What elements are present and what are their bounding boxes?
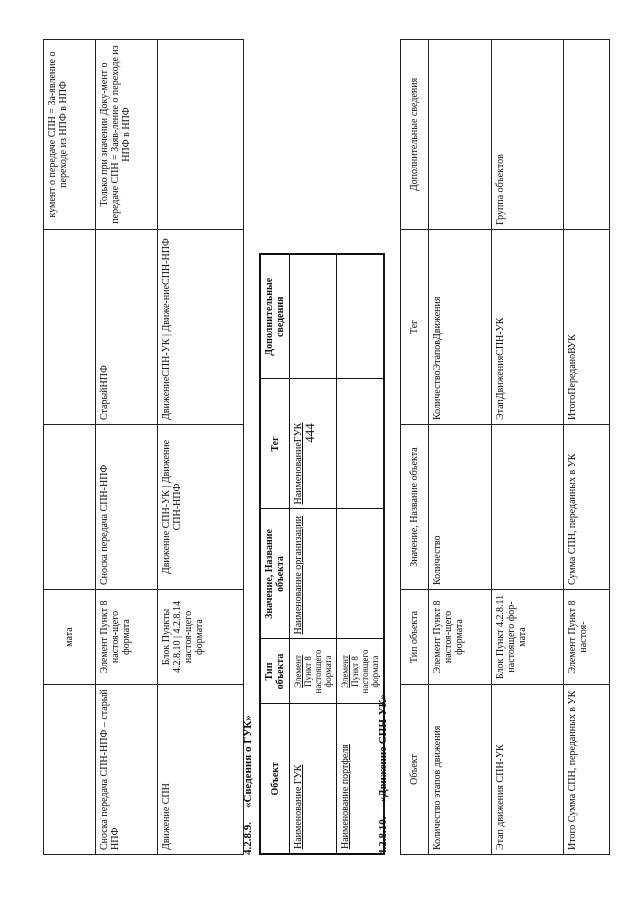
header-info: Дополнительные сведения [401, 40, 429, 230]
guk-table [259, 253, 385, 855]
cell-info [290, 254, 337, 379]
cell-value: Сноска передача СПН-НПФ [96, 425, 158, 590]
cell-info [158, 40, 244, 230]
cell-value: Сумма СПН, переданных в УК [564, 425, 610, 590]
cell-tag: ИтогоПереданоВУК [564, 230, 610, 425]
cell-tag: КоличествоЭтаповДвижения [429, 230, 492, 425]
cell-type [290, 639, 337, 704]
table-row [158, 40, 244, 855]
cell-value: Количество [429, 425, 492, 590]
cell-type: мата [44, 590, 96, 685]
header-type: Тип объекта [401, 590, 429, 685]
cell-tag: СтарыйНПФ [96, 230, 158, 425]
cell-value: Наименование организации [290, 509, 337, 639]
header-value: Значение, Название объекта [401, 425, 429, 590]
cell-tag [337, 379, 385, 509]
cell-type-element: Элемент [293, 655, 303, 688]
section-spn-uk-block [378, 40, 610, 855]
cell-object: Наименование портфеля [337, 704, 385, 854]
cell-info [337, 254, 385, 379]
section-title: «Движение СПН-УК» [377, 693, 389, 803]
table-row [44, 40, 96, 855]
table-row [290, 254, 337, 854]
page-number: 444 [301, 423, 317, 443]
cell-value [492, 425, 564, 590]
cell-info [429, 40, 492, 230]
header-tag: Тег [401, 230, 429, 425]
cell-type-ref: Пункт 8 настоящего формата [350, 649, 380, 694]
cell-object: Наименование ГУК [290, 704, 337, 854]
section-title: «Сведения о ГУК» [242, 715, 254, 808]
cell-object: Этап движения СПН-УК [492, 685, 564, 855]
section-number: 4.2.8.9. [242, 822, 254, 855]
cell-info: Группа объектов [492, 40, 564, 230]
header-object: Объект [260, 704, 290, 854]
header-tag: Тег [260, 379, 290, 509]
cell-object: Количество этапов движения [429, 685, 492, 855]
cell-tag: НаименованиеГУК [290, 379, 337, 509]
cell-info: Только при значении Доку-мент о передаче СПН = Заяв-ление о переходе из НПФ в НПФ [96, 40, 158, 230]
continuation-table [43, 39, 244, 855]
cell-object: Движение СПН [158, 685, 244, 855]
cell-value [337, 509, 385, 639]
continuation-table-block [43, 40, 244, 855]
cell-info: кумент о передаче СПН = За-явление о переходе из НПФ в НПФ [44, 40, 96, 230]
cell-tag [44, 230, 96, 425]
table-header-row [260, 254, 290, 854]
cell-info [564, 40, 610, 230]
section-guk-block [243, 40, 385, 855]
table-header-row [401, 40, 429, 855]
cell-object: Сноска передача СПН-НПФ – старый НПФ [96, 685, 158, 855]
header-value: Значение, Название объекта [260, 509, 290, 639]
section-number: 4.2.8.10. [377, 816, 389, 855]
cell-type: Блок Пункт 4.2.8.11 настоящего фор-мата [492, 590, 564, 685]
cell-type: Блок Пункты 4.2.8.10 | 4.2.8.14 настоя-щего формата [158, 590, 244, 685]
header-type: Тип объекта [260, 639, 290, 704]
cell-object: Итого Сумма СПН, переданных в УК [564, 685, 610, 855]
header-object: Объект [401, 685, 429, 855]
cell-value: Движение СПН-УК | Движение СПН-НПФ [158, 425, 244, 590]
cell-object [44, 685, 96, 855]
cell-value [44, 425, 96, 590]
spn-uk-table [400, 39, 610, 855]
cell-type: Элемент Пункт 8 настоя-щего формата [96, 590, 158, 685]
header-info: Дополнительные сведения [260, 254, 290, 379]
table-row [564, 40, 610, 855]
table-row [429, 40, 492, 855]
table-row [96, 40, 158, 855]
cell-type: Элемент Пункт 8 настоя-щего формата [429, 590, 492, 685]
section-heading [378, 40, 400, 855]
cell-tag: ЭтапДвиженияСПН-УК [492, 230, 564, 425]
table-row [492, 40, 564, 855]
cell-type-ref: Пункт 8 настоящего формата [303, 649, 333, 694]
cell-type: Элемент Пункт 8 настоя- [564, 590, 610, 685]
section-heading [243, 40, 259, 855]
cell-type-element: Элемент [340, 655, 350, 688]
cell-tag: ДвижениеСПН-УК | Движе-ниеСПН-НПФ [158, 230, 244, 425]
